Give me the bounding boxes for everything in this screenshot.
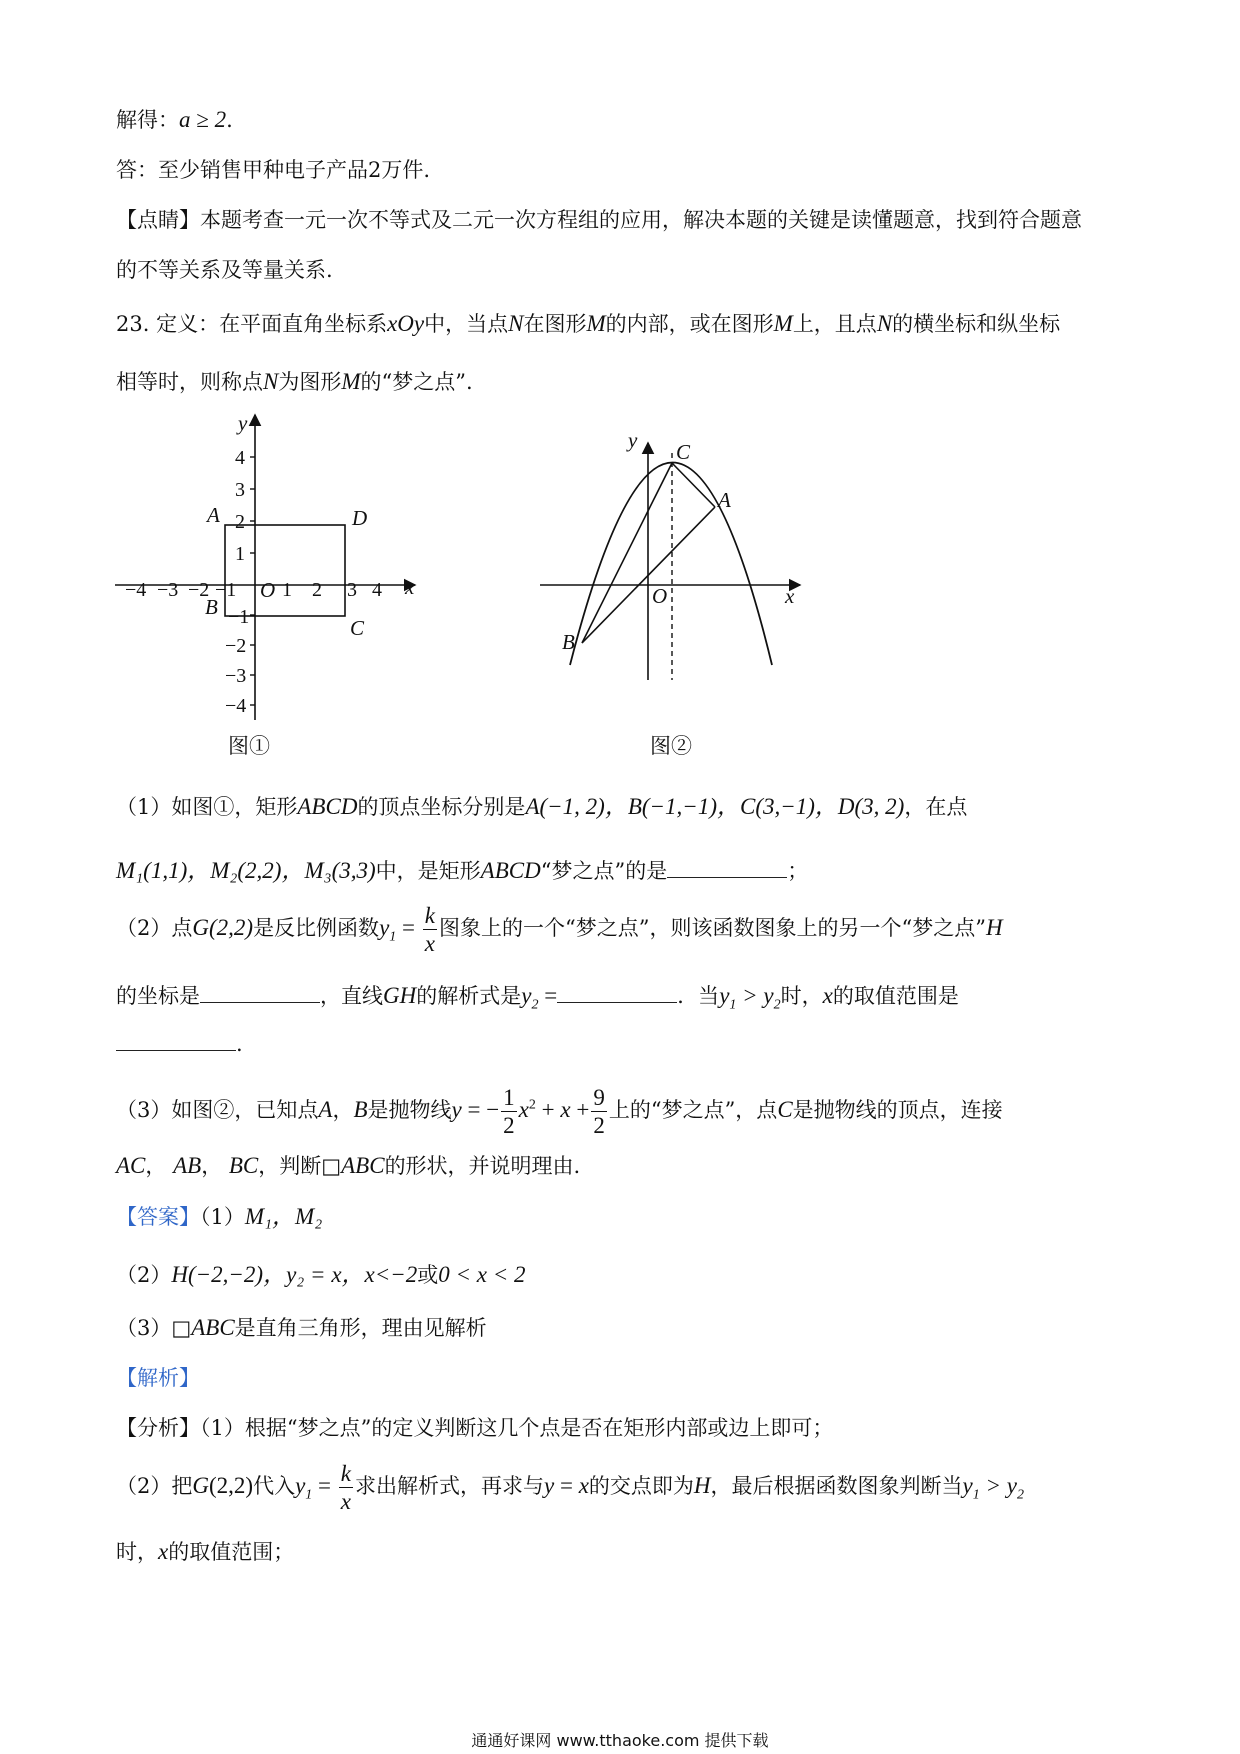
analysis-label: 【解析】 [116,1366,200,1390]
x-tick: −3 [157,579,179,601]
comment-line-1: 【点睛】本题考查一元一次不等式及二元一次方程组的应用，解决本题的关键是读懂题意，找到符合题意 [116,208,1082,232]
label-D: D [352,506,368,530]
x-tick: −2 [188,579,210,601]
label-O: O [652,584,668,608]
definition-line-1: 23. 定义：在平面直角坐标系xOy中，当点N在图形M的内部，或在图形M上，且点N的横坐标和纵坐标 [116,311,1061,336]
label-y: y [238,411,248,435]
inequality: a ≥ 2 [179,107,227,132]
answer-blank[interactable] [200,984,320,1003]
question-1-line-1: （1）如图①，矩形ABCD的顶点坐标分别是A(−1, 2)，B(−1,−1)，C(3,−1)，D(3, 2)，在点 [116,794,968,819]
label-A: A [207,503,220,527]
label-O: O [260,578,276,602]
question-2-line-2: 的坐标是 ，直线GH的解析式是$y_2$ = ．当$y_1 > y_2$时，x的取值范围是 [116,983,959,1013]
analysis-line-3: 时，x的取值范围； [116,1539,295,1564]
label-y: y [628,428,638,452]
x-tick: 3 [347,579,357,601]
answer-2: （2）H(−2,−2)，y₂ = x，x<−2或0 < x < 2 [116,1262,526,1287]
question-3-line-1: （3）如图②，已知点A，B是抛物线y = − $\frac{1}{2}$ $x^2 + x$ + $\frac{9}{2}$ 上的“梦之点”，点C是抛物线的顶点，连接 [116,1085,1003,1138]
label-C: C [350,616,365,640]
answer-1: 【答案】（1）M₁，M₂ [116,1204,323,1229]
y-tick: 3 [235,479,245,501]
figure-1-graph [110,410,430,730]
question-3-line-2: AC， AB， BC，判断□ABC的形状，并说明理由. [116,1153,581,1178]
solve-line: 解得：a ≥ 2. [116,107,233,132]
y-tick: 1 [235,543,245,565]
y-tick: −3 [225,665,247,687]
x-tick: 4 [372,579,382,601]
x-tick: 2 [312,579,322,601]
y-tick: −1 [228,606,250,628]
question-1-line-2: M₁(1,1)，M₂(2,2)，M₃(3,3)中，是矩形ABCD“梦之点”的是 ； [116,858,809,883]
y-tick: 4 [235,447,245,469]
y-tick: −4 [225,695,247,717]
y-tick: −2 [225,635,247,657]
y-tick: 2 [235,511,245,533]
x-tick: 1 [282,579,292,601]
footer-source: 通通好课网 www.tthaoke.com 提供下载 [471,1731,769,1750]
label-A: A [718,488,731,512]
figure-2-graph [530,425,820,695]
answer-3: （3）□ABC是直角三角形，理由见解析 [116,1315,487,1340]
answer-blank[interactable] [557,984,677,1003]
question-2-line-1: （2）点G(2,2)是反比例函数$y_1$ = $\frac{k}{x}$ 图象上的一个“梦之点”，则该函数图象上的另一个“梦之点”H [116,903,1003,956]
question-2-line-3: . [116,1032,243,1056]
figure-2-caption: 图② [650,734,692,758]
label-B: B [562,630,575,654]
label-C: C [676,440,691,464]
label-x: x [405,575,415,599]
analysis-line-2: （2）把G(2,2)代入$y_1$ = $\frac{k}{x}$ 求出解析式，再求与y = x的交点即为H，最后根据函数图象判断当$y_1 > y_2$ [116,1461,1024,1514]
analysis-line-1: 【分析】（1）根据“梦之点”的定义判断这几个点是否在矩形内部或边上即可； [116,1416,834,1440]
x-tick: −1 [215,579,237,601]
answer-blank[interactable] [116,1032,236,1051]
x-tick: −4 [125,579,147,601]
label-B: B [205,595,218,619]
label-x: x [785,584,795,608]
figure-1-caption: 图① [228,734,270,758]
answer-line: 答：至少销售甲种电子产品2万件. [116,158,431,182]
definition-line-2: 相等时，则称点N为图形M的“梦之点”. [116,369,473,394]
answer-blank[interactable] [667,859,787,878]
comment-line-2: 的不等关系及等量关系. [116,258,333,282]
